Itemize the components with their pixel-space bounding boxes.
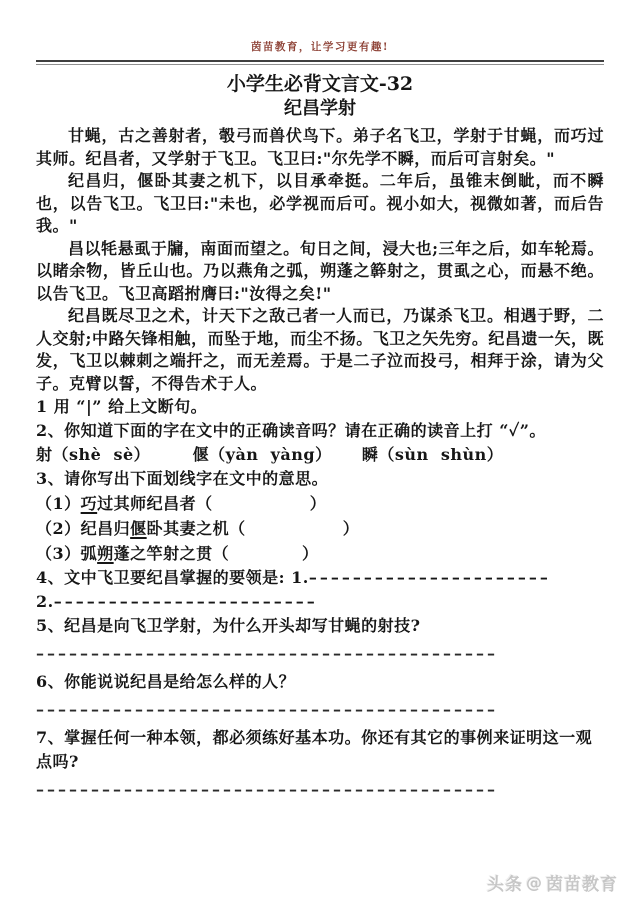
question-2: 2、你知道下面的字在文中的正确读音吗？请在正确的读音上打 “✓”。	[36, 421, 546, 440]
item-text-before: （2）纪昌归	[36, 519, 131, 538]
question-6: 6、你能说说纪昌是给怎么样的人？	[36, 672, 296, 691]
watermark-source: 头条	[487, 875, 523, 895]
question-2-pronunciation-options: 射（shè sè） 偃（yàn yàng） 瞬（sùn shùn）	[36, 445, 504, 464]
lesson-title: 纪昌学射	[284, 98, 356, 119]
toutiao-watermark	[487, 870, 618, 895]
classical-text-paragraph-1: 甘蝇，古之善射者，彀弓而兽伏鸟下。弟子名飞卫，学射于甘蝇，而巧过其师。纪昌者，又学射于飞卫。飞卫曰:"尔先学不瞬，而后可言射矣。"	[36, 126, 604, 168]
question-3: 3、请你写出下面划线字在文中的意思。	[36, 469, 329, 488]
brand-slogan: 茵苗教育，让学习更有趣!	[250, 41, 390, 53]
answer-blank: ––––––––––––––––––––––––	[53, 592, 318, 611]
item-text-before: （3）弧	[36, 544, 98, 563]
question-4-subnumber: 2.	[36, 592, 54, 611]
item-text-after: 卧其妻之机（ ）	[146, 519, 360, 538]
underlined-character: 朔	[97, 544, 114, 563]
question-3-item-1	[36, 491, 604, 516]
underlined-character: 偃	[130, 519, 147, 538]
answer-line: ––––––––––––––––––––––––––––––––––––––––––	[36, 780, 498, 799]
item-text-after: 蓬之竿射之贯（ ）	[113, 544, 319, 563]
question-4-text: 4、文中飞卫要纪昌掌握的要领是: 1.	[36, 568, 309, 587]
item-text-before: （1）	[36, 494, 81, 513]
watermark-account-name: 茵苗教育	[546, 875, 618, 895]
question-4	[36, 566, 604, 590]
question-3-item-2	[36, 516, 604, 541]
question-4-line-2	[36, 590, 604, 614]
classical-text-paragraph-4: 纪昌既尽卫之术，计天下之敌己者一人而已，乃谋杀飞卫。相遇于野，二人交射;中路矢锋相触，而坠于地，而尘不扬。飞卫之矢先穷。纪昌遗一矢，既发，飞卫以棘刺之端扞之，而无差焉。于是二子泣而投弓，相拜于涂，请为父子。克臂以誓，不得告术于人。	[36, 306, 604, 393]
answer-line: ––––––––––––––––––––––––––––––––––––––––––	[36, 700, 498, 719]
worksheet-title: 小学生必背文言文-32	[226, 73, 414, 95]
underlined-character: 巧	[80, 494, 98, 513]
question-1: 1 用 “|” 给上文断句。	[36, 397, 208, 416]
question-5: 5、纪昌是向飞卫学射，为什么开头却写甘蝇的射技?	[36, 616, 421, 635]
at-icon: @	[526, 872, 543, 892]
question-3-item-3	[36, 541, 604, 566]
question-7: 7、掌握任何一种本领，都必须练好基本功。你还有其它的事例来证明这一观点吗?	[36, 728, 593, 771]
classical-text-paragraph-3: 昌以牦悬虱于牖，南面而望之。旬日之间，浸大也;三年之后，如车轮焉。以睹余物，皆丘山也。乃以燕角之弧，朔蓬之簳射之，贯虱之心，而悬不绝。以告飞卫。飞卫高蹈拊膺曰:"汝得之矣!"	[36, 238, 604, 303]
classical-text-paragraph-2: 纪昌归，偃卧其妻之机下，以目承牵挺。二年后，虽锥末倒眦，而不瞬也，以告飞卫。飞卫曰:"未也，必学视而后可。视小如大，视微如著，而后告我。"	[36, 171, 604, 235]
answer-blank: ––––––––––––––––––––––	[308, 568, 551, 587]
answer-line: ––––––––––––––––––––––––––––––––––––––––––	[36, 644, 498, 663]
item-text-after: 过其师纪昌者（ ）	[97, 494, 327, 513]
header-divider	[36, 60, 604, 65]
